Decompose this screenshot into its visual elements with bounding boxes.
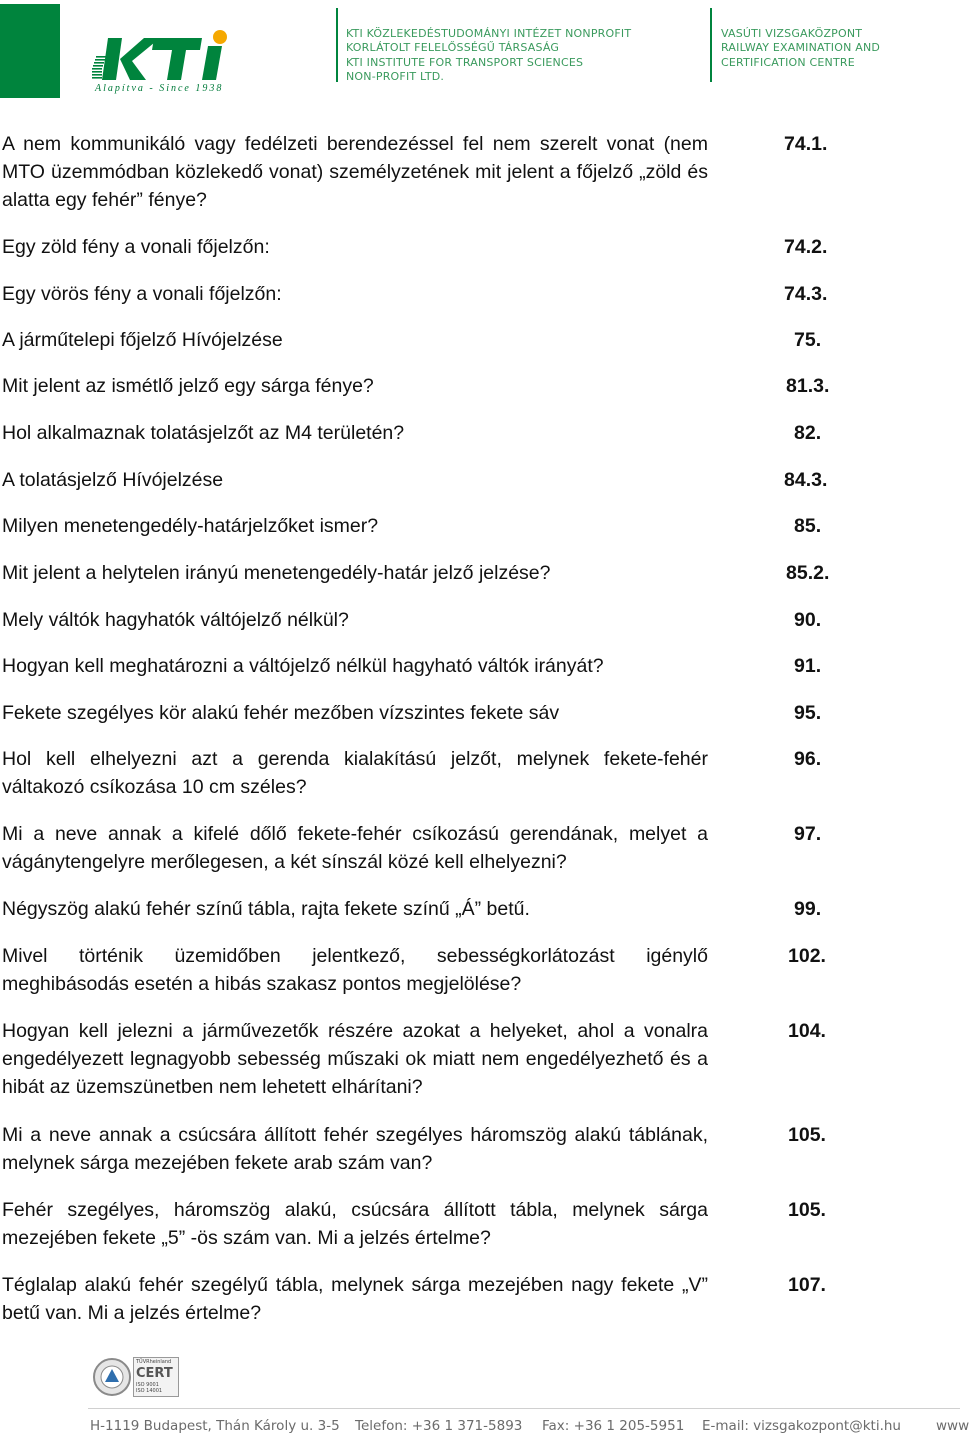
centre-line: VASÚTI VIZSGAKÖZPONT (721, 27, 863, 40)
brand-bar (0, 4, 60, 98)
question-text: Mi a neve annak a csúcsára állított fehér szegélyes háromszög alakú táblának, melynek sárga mezejében fekete arab szám van? (2, 1124, 708, 1174)
question-ref: 90. (794, 609, 822, 631)
question-ref: 105. (788, 1199, 826, 1221)
page-footer (90, 1418, 969, 1438)
question-text: Mely váltók hagyhatók váltójelző nélkül? (2, 609, 349, 631)
question-text: A járműtelepi főjelző Hívójelzése (2, 329, 283, 351)
question-ref: 102. (788, 945, 826, 967)
footer-phone: Telefon: +36 1 371-5893 (355, 1418, 523, 1434)
question-ref: 97. (794, 823, 822, 845)
question-text: Mit jelent a helytelen irányú menetengedély-határ jelző jelzése? (2, 562, 551, 584)
question-ref: 107. (788, 1274, 826, 1296)
institute-line: KTI KÖZLEKEDÉSTUDOMÁNYI INTÉZET NONPROFIT (346, 27, 632, 40)
question-text: Fekete szegélyes kör alakú fehér mezőben vízszintes fekete sáv (2, 702, 560, 724)
question-text: Hol alkalmaznak tolatásjelzőt az M4 területén? (2, 422, 405, 444)
question-ref: 74.3. (784, 283, 828, 305)
institute-name (346, 27, 631, 84)
cert-badge-iso (136, 1382, 162, 1394)
question-ref: 85.2. (786, 562, 830, 584)
question-text: Hogyan kell jelezni a járművezetők részére azokat a helyeket, ahol a vonalra engedélyezett legnagyobb sebesség műszaki ok miatt nem engedélyezhető és a hibát az üzemszünetben nem lehetett elhárítani? (2, 1020, 708, 1098)
question-text: Hogyan kell meghatározni a váltójelző nélkül hagyható váltók irányát? (2, 655, 604, 677)
question-text: Téglalap alakú fehér szegélyű tábla, melynek sárga mezejében nagy fekete „V” betű van. Mi a jelzés értelme? (2, 1274, 708, 1324)
question-text: Mit jelent az ismétlő jelző egy sárga fénye? (2, 375, 374, 397)
question-text: Mi a neve annak a kifelé dőlő fekete-fehér csíkozású gerendának, melyet a vágánytengelyre merőlegesen, a két sínszál közé kell elhelyezni? (2, 823, 708, 873)
question-ref: 84.3. (784, 469, 828, 491)
question-ref: 85. (794, 515, 822, 537)
question-ref: 91. (794, 655, 822, 677)
institute-line: KTI INSTITUTE FOR TRANSPORT SCIENCES (346, 55, 584, 69)
cert-badge (133, 1357, 179, 1397)
footer-web[interactable]: www (936, 1418, 969, 1434)
page-header (0, 0, 960, 110)
centre-name (721, 27, 880, 70)
question-ref: 81.3. (786, 375, 830, 397)
question-text: Fehér szegélyes, háromszög alakú, csúcsára állított tábla, melynek sárga mezejében fekete „5” -ös szám van. Mi a jelzés értelme? (2, 1199, 708, 1249)
footer-divider (88, 1408, 960, 1409)
cert-iso-9001: ISO 9001 (136, 1382, 159, 1388)
question-text: A nem kommunikáló vagy fedélzeti berendezéssel fel nem szerelt vonat (nem MTO üzemmódban közlekedő vonat) személyzetének mit jelent a főjelző „zöld és alatta egy fehér” fénye? (2, 133, 708, 211)
question-ref: 74.2. (784, 236, 828, 258)
footer-address: H-1119 Budapest, Thán Károly u. 3-5 (90, 1418, 340, 1434)
centre-line: CERTIFICATION CENTRE (721, 55, 855, 69)
kti-logo-icon (92, 28, 237, 84)
question-text: Egy vörös fény a vonali főjelzőn: (2, 283, 282, 305)
cert-iso-14001: ISO 14001 (136, 1388, 163, 1394)
logo-tagline: Alapítva - Since 1938 (95, 83, 224, 94)
question-text: Egy zöld fény a vonali főjelzőn: (2, 236, 270, 258)
header-divider (710, 8, 712, 82)
header-divider (336, 8, 338, 82)
question-text: Hol kell elhelyezni azt a gerenda kialakítású jelzőt, melynek fekete-fehér váltakozó csíkozása 10 cm széles? (2, 748, 708, 798)
question-text: Mivel történik üzemidőben jelentkező, sebességkorlátozást igénylő meghibásodás esetén a hibás szakasz pontos megjelölése? (2, 945, 708, 995)
footer-fax: Fax: +36 1 205-5951 (542, 1418, 685, 1434)
question-ref: 104. (788, 1020, 826, 1042)
question-text: A tolatásjelző Hívójelzése (2, 469, 224, 491)
footer-email[interactable]: E-mail: vizsgakozpont@kti.hu (702, 1418, 901, 1434)
question-text: Négyszög alakú fehér színű tábla, rajta fekete színű „Á” betű. (2, 898, 530, 920)
institute-line: NON-PROFIT LTD. (346, 69, 445, 83)
centre-line: RAILWAY EXAMINATION AND (721, 41, 881, 55)
institute-line: KORLÁTOLT FELELŐSSÉGŰ TÁRSASÁG (346, 41, 560, 55)
cert-badge-title: CERT (136, 1366, 173, 1381)
question-ref: 74.1. (784, 133, 828, 155)
question-ref: 75. (794, 329, 822, 351)
question-ref: 82. (794, 422, 822, 444)
question-ref: 105. (788, 1124, 826, 1146)
question-ref: 99. (794, 898, 822, 920)
cert-badge-top: TÜVRheinland (136, 1359, 172, 1365)
question-ref: 96. (794, 748, 822, 770)
question-ref: 95. (794, 702, 822, 724)
question-text: Milyen menetengedély-határjelzőket ismer? (2, 515, 379, 537)
